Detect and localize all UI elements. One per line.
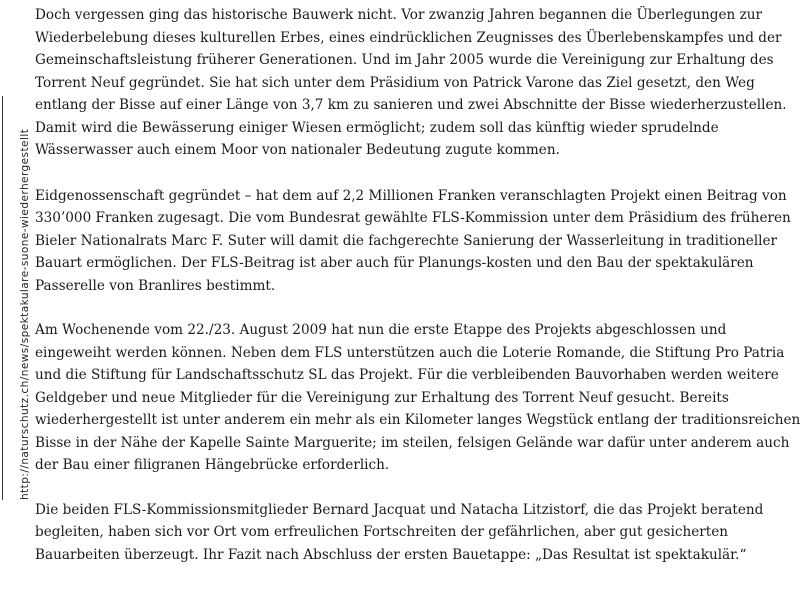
text-line: Wässerwasser auch einem Moor von nationaler Bedeutung zugute kommen. <box>35 142 560 158</box>
source-url-margin <box>2 96 31 500</box>
text-line: Damit wird die Bewässerung einiger Wiesen ermöglicht; zudem soll das künftig wieder sprudelnde <box>35 119 719 136</box>
text-line: eingeweiht werden können. Neben dem FLS unterstützen auch die Loterie Romande, die Stiftung Pro Patria <box>35 344 785 361</box>
text-line: 330’000 Franken zugesagt. Die vom Bundesrat gewählte FLS-Kommission unter dem Präsidium des früheren <box>35 210 791 226</box>
paragraph-4 <box>35 499 795 567</box>
source-url: http://naturschutz.ch/news/spektakulare-suone-wiederhergestellt <box>19 128 31 500</box>
text-line: wiederhergestellt ist unter anderem ein mehr als ein Kilometer langes Wegstück entlang der traditionsreichen <box>35 412 800 428</box>
text-line: der Bau einer filigranen Hängebrücke erforderlich. <box>35 457 390 473</box>
paragraph-2 <box>35 185 795 298</box>
text-line: Passerelle von Branlires bestimmt. <box>35 277 276 294</box>
text-line: entlang der Bisse auf einer Länge von 3,7 km zu sanieren und zwei Abschnitte der Bisse wiederherzustellen. <box>35 97 787 113</box>
text-line: begleiten, haben sich vor Ort vom erfreulichen Fortschreiten der gefährlichen, aber gut gesicherten <box>35 524 729 540</box>
text-line: Eidgenossenschaft gegründet – hat dem auf 2,2 Millionen Franken veranschlagten Projekt einen Beitrag von <box>35 187 787 204</box>
paragraph-1 <box>35 4 795 162</box>
text-line: Bieler Nationalrats Marc F. Suter will damit die fachgerechte Sanierung der Wasserleitung in traditioneller <box>35 232 778 249</box>
text-line: Bauarbeiten überzeugt. Ihr Fazit nach Abschluss der ersten Bauetappe: „Das Resultat ist spektakulär.“ <box>35 546 747 563</box>
article-body <box>35 4 800 566</box>
text-line: und die Stiftung für Landschaftsschutz SL das Projekt. Für die verbleibenden Bauvorhaben werden weitere <box>35 367 779 383</box>
text-line: Am Wochenende vom 22./23. August 2009 hat nun die erste Etappe des Projekts abgeschlossen und <box>35 322 727 338</box>
paragraph-3 <box>35 319 800 477</box>
text-line: Gemeinschaftsleistung früherer Generationen. Und im Jahr 2005 wurde die Vereinigung zur Erhaltung des <box>35 52 774 68</box>
text-line: Wiederbelebung dieses kulturellen Erbes, eines eindrücklichen Zeugnisses des Überlebenskampfes und der <box>35 29 782 46</box>
text-line: Bauart ermöglichen. Der FLS-Beitrag ist aber auch für Planungs-kosten und den Bau der spektakulären <box>35 255 754 271</box>
text-line: Torrent Neuf gegründet. Sie hat sich unter dem Präsidium von Patrick Varone das Ziel gesetzt, den Weg <box>35 74 755 91</box>
text-line: Doch vergessen ging das historische Bauwerk nicht. Vor zwanzig Jahren begannen die Überlegungen zur <box>35 7 763 23</box>
text-line: Bisse in der Nähe der Kapelle Sainte Marguerite; im steilen, felsigen Gelände war dafür unter anderem auch <box>35 434 790 451</box>
text-line: Geldgeber und neue Mitglieder für die Vereinigung zur Erhaltung des Torrent Neuf gesucht. Bereits <box>35 389 729 406</box>
text-line: Die beiden FLS-Kommissionsmitglieder Bernard Jacquat und Natacha Litzistorf, die das Projekt beratend <box>35 501 764 518</box>
